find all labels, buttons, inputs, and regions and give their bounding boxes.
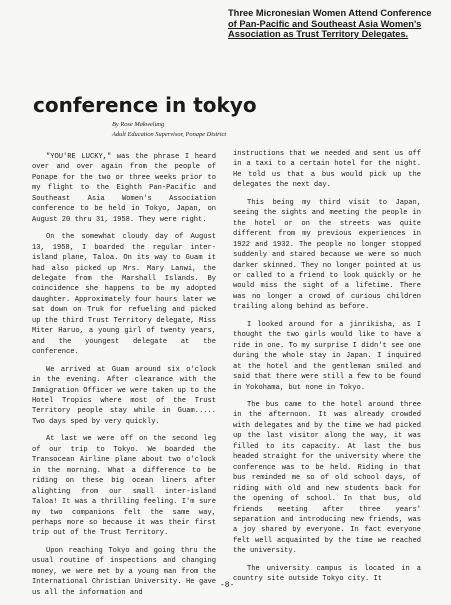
paragraph: On the somewhat cloudy day of August 13, 1958, I boarded the regular inter-island plane, Taloa. On its way to Guam it had also picked up Mrs. Mary Lanwi, the delegate from the Marshall Islands. By coincidence she happens to be my adopted daughter. Approximately four hours later we sat down on Truk for refueling and picked up the third Trust Territory delegate, Miss Miter Haruo, a young girl of twenty years, and the youngest delegate at the conference. (32, 233, 216, 357)
paragraph: We arrived at Guam around six o'clock in the evening. After clearance with the Immigration Officer we were taken up to the Hotel Tropics where most of the Trust Territory people stay while in Guam..... Two days sped by very quickly. (32, 365, 216, 426)
paragraph: I looked around for a jinrikisha, as I thought the two girls would like to have a ride in one. To my surprise I didn't see one during the whole stay in Japan. I inquired at the hotel and the gentleman smiled and said that there were still a few to be found in Yokohama, but none in Tokyo. (233, 320, 421, 392)
header-line-3: Association as Trust Territory Delegates. (228, 29, 409, 39)
paragraph: The bus came to the hotel around three in the afternoon. It was already crowded with delegates and by the time we had picked up the last visitor along the way, it was filled to its capacity. At last the bus headed straight for the university where the conference was to be held. Riding in that bus reminded me so of old school days, of riding with old and new students back for the opening of school. In that bus, old friends meeting after three years' separation and introducing new friends, was a joy shared by everyone. In fact everyone felt well acquainted by the time we reached the university. (233, 400, 421, 556)
page-number: -8- (220, 581, 235, 590)
article-header (228, 8, 438, 40)
paragraph: The university campus is located in a country site outside Tokyo city. It (233, 564, 421, 584)
header-line-2: of Pan-Pacific and Southeast Asia Women's (228, 18, 422, 29)
paragraph: At last we were off on the second leg of our trip to Tokyo. We boarded the Transocean Airline plane about two o'clock in the morning. What a difference to be riding on these big ocean liners after alighting from our small inter-island Taloa! It was a thrilling feeling. I'm sure my two companions felt the same way, perhaps more so because it was their first trip out of the Trust Territory. (32, 435, 216, 538)
paragraph: Upon reaching Tokyo and going thru the usual routine of inspections and changing money, we were met by a young man from the International Christian University. He gave us all the information and (32, 546, 216, 597)
right-column (233, 149, 421, 592)
paragraph: "YOU'RE LUCKY," was the phrase I heard over and over again from the people of Ponape for the two or three weeks prior to my flight to the Eighth Pan-Pacific and Southeast Asia Women's Association conference to be held in Tokyo, Japan, on August 20 thru 31, 1958. They were right. (32, 153, 216, 224)
byline-position: Adult Education Supervisor, Ponape District (112, 131, 227, 138)
byline-author: By Rose Makwelung (112, 121, 165, 128)
header-line-1: Three Micronesian Women Attend Conference (228, 8, 432, 18)
left-column (32, 152, 216, 605)
article-title: conference in tokyo (33, 93, 257, 117)
paragraph: instructions that we needed and sent us off in a taxi to a certain hotel for the night. He told us that a bus would pick up the delegates the next day. (233, 150, 421, 190)
paragraph: This being my third visit to Japan, seeing the sights and meeting the people in the hotel or on the streets was quite different from my previous experiences in 1922 and 1932. The people no longer stopped suddenly and stared because we were so much darker skinned. They no longer pointed at us or called to a friend to look quickly or he would miss the sight of a lifetime. There was no longer a crowd of curious children trailing along behind as before. (233, 198, 421, 312)
byline (112, 120, 226, 140)
